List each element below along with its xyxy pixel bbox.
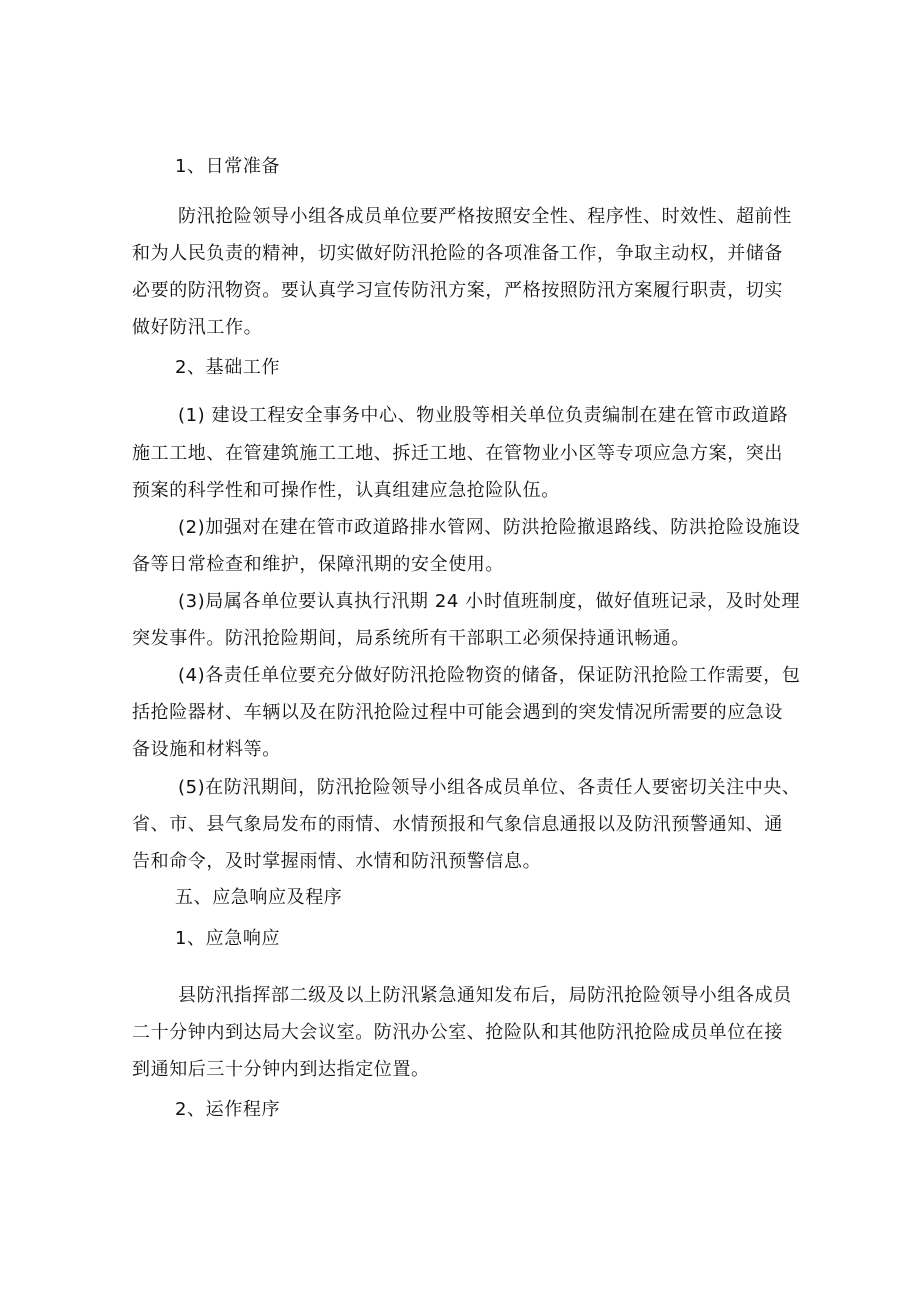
paragraph-line: 二十分钟内到达局大会议室。防汛办公室、抢险队和其他防汛抢险成员单位在接 — [132, 1022, 783, 1043]
paragraph-line: 做好防汛工作。 — [132, 317, 263, 338]
paragraph-line: 防汛抢险领导小组各成员单位要严格按照安全性、程序性、时效性、超前性 — [178, 206, 792, 227]
paragraph-line: 括抢险器材、车辆以及在防汛抢险过程中可能会遇到的突发情况所需要的应急设 — [132, 702, 783, 723]
section-heading: 2、基础工作 — [175, 357, 281, 378]
paragraph-line: (3)局属各单位要认真执行汛期 24 小时值班制度，做好值班记录，及时处理 — [178, 591, 801, 612]
paragraph-line: 突发事件。防汛抢险期间，局系统所有干部职工必须保持通讯畅通。 — [132, 628, 690, 649]
section-heading: 2、运作程序 — [175, 1099, 281, 1120]
paragraph-line: 县防汛指挥部二级及以上防汛紧急通知发布后，局防汛抢险领导小组各成员 — [178, 985, 792, 1006]
paragraph-line: 备设施和材料等。 — [132, 739, 281, 760]
paragraph-line: (4)各责任单位要充分做好防汛抢险物资的储备，保证防汛抢险工作需要，包 — [178, 665, 801, 686]
paragraph-line: 必要的防汛物资。要认真学习宣传防汛方案，严格按照防汛方案履行职责，切实 — [132, 280, 783, 301]
paragraph-line: (2)加强对在建在管市政道路排水管网、防洪抢险撤退路线、防洪抢险设施设 — [178, 517, 801, 538]
paragraph-line: 到通知后三十分钟内到达指定位置。 — [132, 1059, 430, 1080]
paragraph-line: 备等日常检查和维护，保障汛期的安全使用。 — [132, 554, 504, 575]
paragraph-line: 省、市、县气象局发布的雨情、水情预报和气象信息通报以及防汛预警通知、通 — [132, 814, 783, 835]
section-heading: 五、应急响应及程序 — [175, 887, 343, 908]
paragraph-line: (1) 建设工程安全事务中心、物业股等相关单位负责编制在建在管市政道路 — [178, 405, 789, 426]
paragraph-line: 告和命令，及时掌握雨情、水情和防汛预警信息。 — [132, 851, 542, 872]
paragraph-line: 施工工地、在管建筑施工工地、拆迁工地、在管物业小区等专项应急方案，突出 — [132, 443, 783, 464]
section-heading: 1、日常准备 — [175, 156, 281, 177]
paragraph-line: 预案的科学性和可操作性，认真组建应急抢险队伍。 — [132, 480, 560, 501]
paragraph-line: 和为人民负责的精神，切实做好防汛抢险的各项准备工作，争取主动权，并储备 — [132, 243, 783, 264]
paragraph-line: (5)在防汛期间，防汛抢险领导小组各成员单位、各责任人要密切关注中央、 — [178, 777, 801, 798]
section-heading: 1、应急响应 — [175, 928, 281, 949]
